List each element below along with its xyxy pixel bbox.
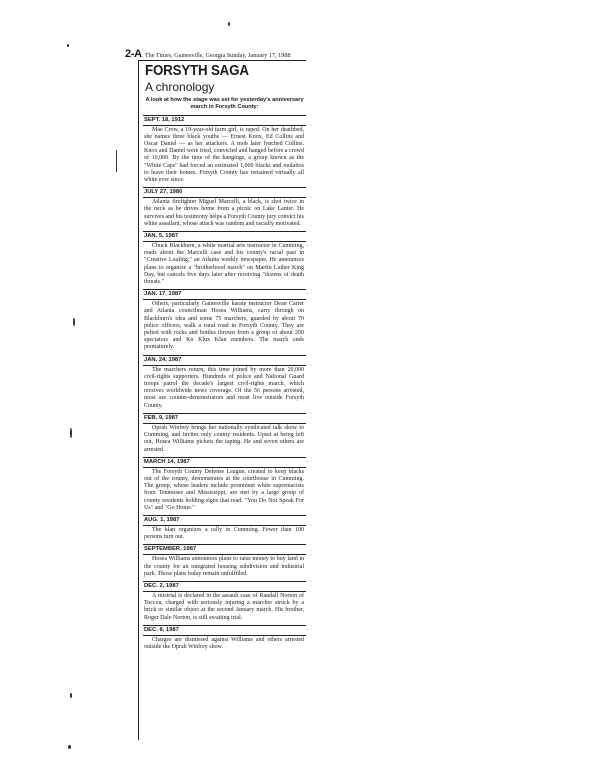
chronology-entry bbox=[143, 413, 306, 454]
entry-text: Mae Crow, a 19-year-old farm girl, is raped. On her deathbed, she names three black youths — Ernest Knox, Ed Collins and Oscar Daniel — as her attackers. A mob later lynched Collins. Knox and Daniel were tried, convicted and hanged before a crowd of 10,000. By the time of the hangings, a group known as the "White Caps" had forced an estimated 1,000 blacks and mulattos to leave their homes. Forsyth County has remained virtually all white ever since. bbox=[144, 126, 304, 184]
scan-speck bbox=[70, 693, 72, 698]
entry-divider bbox=[143, 115, 306, 116]
chronology-entry bbox=[143, 515, 306, 541]
entry-date: SEPTEMBER, 1987 bbox=[143, 546, 306, 555]
article-title: FORSYTH SAGA bbox=[145, 63, 249, 79]
chronology-list bbox=[143, 115, 306, 652]
chronology-entry bbox=[143, 115, 306, 185]
entry-date: MARCH 14, 1987 bbox=[143, 459, 306, 468]
article-column bbox=[138, 60, 306, 740]
chronology-entry bbox=[143, 187, 306, 228]
entry-text: The klan organizes a rally in Cumming. Fewer than 100 persons turn out. bbox=[144, 526, 304, 541]
chronology-entry bbox=[143, 457, 306, 512]
entry-date: SEPT. 18, 1912 bbox=[143, 117, 306, 126]
entry-text: Atlanta firefighter Miguel Marcelli, a black, is shot twice in the neck as he drives home from a picnic on Lake Lanier. He survives and his testimony helps a Forsyth County jury convict his white assailant, whose attack was random and racially motivated. bbox=[144, 199, 304, 227]
scan-speck bbox=[73, 318, 75, 326]
entry-text: The Forsyth County Defense League, created to keep blacks out of the county, demonstrates at the courthouse in Cumming. The group, whose leaders include prominent white supremacists from Tennessee and Mississippi, are met by a large group of county residents holding signs that read: "You Do Not Speak For Us" and "Go Home." bbox=[144, 468, 304, 511]
entry-divider bbox=[143, 289, 306, 290]
entry-divider bbox=[143, 544, 306, 545]
chronology-entry bbox=[143, 625, 306, 651]
scan-speck bbox=[67, 44, 69, 47]
chronology-entry bbox=[143, 581, 306, 622]
entry-date: AUG. 1, 1987 bbox=[143, 517, 306, 526]
entry-divider bbox=[143, 187, 306, 188]
entry-text: Hosea Williams announces plans to raise money to buy land in the county for an integrated housing subdivision and industrial park. Those plans today remain unfulfilled. bbox=[144, 556, 304, 577]
entry-divider bbox=[143, 625, 306, 626]
article-intro: A look at how the stage was set for yesterday's anniversary march in Forsyth County: bbox=[145, 97, 304, 110]
entry-divider bbox=[143, 413, 306, 414]
page-number: 2-A bbox=[125, 48, 142, 60]
entry-text: Chuck Blackburn, a white martial arts instructor in Cumming, reads about the Marcelli case and his county's racial past in "Creative Loafing," an Atlanta weekly newspaper. He announces plans to organize a "brotherhood march" on Martin Luther King Day, but cancels five days later after receiving "dozens of death threats." bbox=[144, 243, 304, 286]
entry-divider bbox=[143, 231, 306, 232]
entry-date: JAN. 5, 1987 bbox=[143, 233, 306, 242]
chronology-entry bbox=[143, 231, 306, 286]
page-header bbox=[125, 48, 315, 60]
entry-text: A mistrial is declared in the assault case of Randall Norton of Toccoa, charged with seriously injuring a marcher struck by a brick or similar object at the second January march. His brother, Roger Dale Norton, is still awaiting trial. bbox=[144, 592, 304, 621]
chronology-entry bbox=[143, 544, 306, 578]
entry-date: DEC. 8, 1987 bbox=[143, 627, 306, 636]
entry-date: JAN. 24, 1987 bbox=[143, 357, 306, 366]
entry-divider bbox=[143, 581, 306, 582]
chronology-entry bbox=[143, 289, 306, 351]
scan-speck bbox=[116, 150, 117, 172]
scan-speck bbox=[70, 428, 72, 438]
scan-speck bbox=[228, 22, 230, 26]
entry-divider bbox=[143, 515, 306, 516]
entry-date: JAN. 17, 1987 bbox=[143, 291, 306, 300]
entry-divider bbox=[143, 457, 306, 458]
paper-dateline: The Times, Gainesville, Georgia Sunday, January 17, 1988 bbox=[144, 52, 291, 59]
scan-speck bbox=[68, 745, 71, 749]
chronology-entry bbox=[143, 355, 306, 410]
entry-date: DEC. 2, 1987 bbox=[143, 583, 306, 592]
entry-divider bbox=[143, 355, 306, 356]
entry-date: JULY 27, 1980 bbox=[143, 189, 306, 198]
entry-text: Others, particularly Gainesville karate instructor Dean Carter and Atlanta councilman Hosea Williams, carry through on Blackburn's idea and some 75 marchers, guarded by about 70 police officers, walk a rural road in Forsyth County. They are pelted with rocks and bottles thrown from a group of about 200 spectators and Ku Klux Klan members. The march ends prematurely. bbox=[144, 301, 304, 351]
entry-text: Oprah Winfrey brings her nationally syndicated talk show to Cumming, and invites only county residents. Upset at being left out, Hosea Williams pickets the taping. He and seven others are arrested. bbox=[144, 424, 304, 453]
entry-text: The marchers return, this time joined by more than 20,000 civil-rights supporters. Hundreds of police and National Guard troops patrol the decade's largest civil-rights march, which receives worldwide news coverage. Of the 56 persons arrested, most are counter-demonstrators and most live outside Forsyth County. bbox=[144, 366, 304, 409]
entry-date: FEB. 9, 1987 bbox=[143, 415, 306, 424]
entry-text: Charges are dismissed against Williams and others arrested outside the Oprah Winfrey show. bbox=[144, 636, 304, 650]
article-subtitle: A chronology bbox=[145, 80, 215, 94]
